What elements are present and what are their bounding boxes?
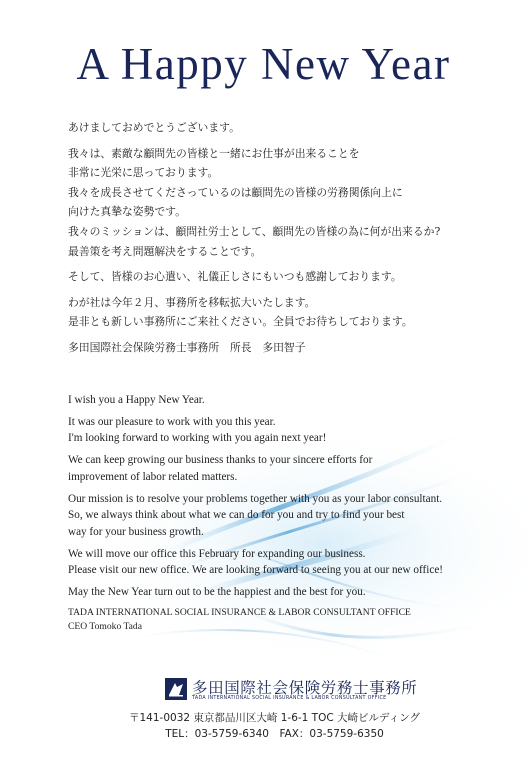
text-line: 我々のミッションは、顧問社労士として、顧問先の皆様の為に何が出来るか? — [68, 224, 441, 238]
jp-signature: 多田国際社会保険労務士事務所 所長 多田智子 — [68, 340, 306, 354]
company-name-jp: 多田国際社会保険労務士事務所 — [192, 679, 418, 697]
page-title: A Happy New Year — [76, 39, 451, 89]
signature-ceo: CEO Tomoko Tada — [68, 620, 142, 632]
company-name-en: TADA INTERNATIONAL SOCIAL INSURANCE & LABOR CONSULTANT OFFICE — [192, 696, 387, 701]
en-paragraph-1 — [68, 414, 508, 447]
english-message — [68, 392, 508, 639]
company-logo-icon — [165, 678, 187, 700]
en-greeting: I wish you a Happy New Year. — [68, 394, 205, 406]
en-closing: May the New Year turn out to be the happiest and the best for you. — [68, 586, 366, 599]
text-line: way for your business growth. — [68, 525, 204, 538]
text-line: We will move our office this February for expanding our business. — [68, 547, 366, 560]
jp-paragraph-2: そして、皆様のお心遣い、礼儀正しさにもいつも感謝しております。 — [68, 270, 402, 284]
en-paragraph-4 — [68, 546, 508, 579]
text-line: So, we always think about what we can do for you and try to find your best — [68, 509, 405, 522]
company-address: 〒141-0032 東京都品川区大崎 1-6-1 TOC 大崎ビルディング — [129, 712, 420, 724]
en-signature — [68, 606, 508, 633]
en-paragraph-3 — [68, 491, 508, 540]
text-line: わが社は今年２月、事務所を移転拡大いたします。 — [68, 295, 316, 309]
text-line: 是非とも新しい事務所にご来社ください。全員でお待ちしております。 — [68, 315, 413, 329]
text-line: 非常に光栄に思っております。 — [68, 166, 219, 180]
japanese-message — [68, 118, 498, 364]
en-paragraph-2 — [68, 452, 508, 485]
jp-greeting: あけましておめでとうございます。 — [68, 121, 240, 134]
jp-paragraph-3 — [68, 293, 498, 332]
text-line: 我々を成長させてくださっているのは顧問先の皆様の労務関係向上に — [68, 185, 403, 199]
jp-paragraph-1 — [68, 144, 498, 262]
text-line: Our mission is to resolve your problems together with you as your labor consultant. — [68, 492, 443, 505]
text-line: 我々は、素敵な顧問先の皆様と一緒にお仕事が出来ることを — [68, 146, 360, 160]
text-line: It was our pleasure to work with you this year. — [68, 416, 276, 428]
company-phone-fax: TEL：03-5759-6340 FAX：03-5759-6350 — [165, 728, 384, 740]
text-line: I'm looking forward to working with you again next year! — [68, 432, 327, 445]
signature-office: TADA INTERNATIONAL SOCIAL INSURANCE & LABOR CONSULTANT OFFICE — [68, 607, 411, 619]
text-line: improvement of labor related matters. — [68, 470, 238, 483]
text-line: 向けた真摯な姿勢です。 — [68, 205, 186, 219]
text-line: 最善策を考え問題解決をすることです。 — [68, 244, 262, 258]
text-line: We can keep growing our business thanks to your sincere efforts for — [68, 454, 373, 467]
text-line: Please visit our new office. We are looking forward to seeing you at our new office! — [68, 564, 444, 577]
